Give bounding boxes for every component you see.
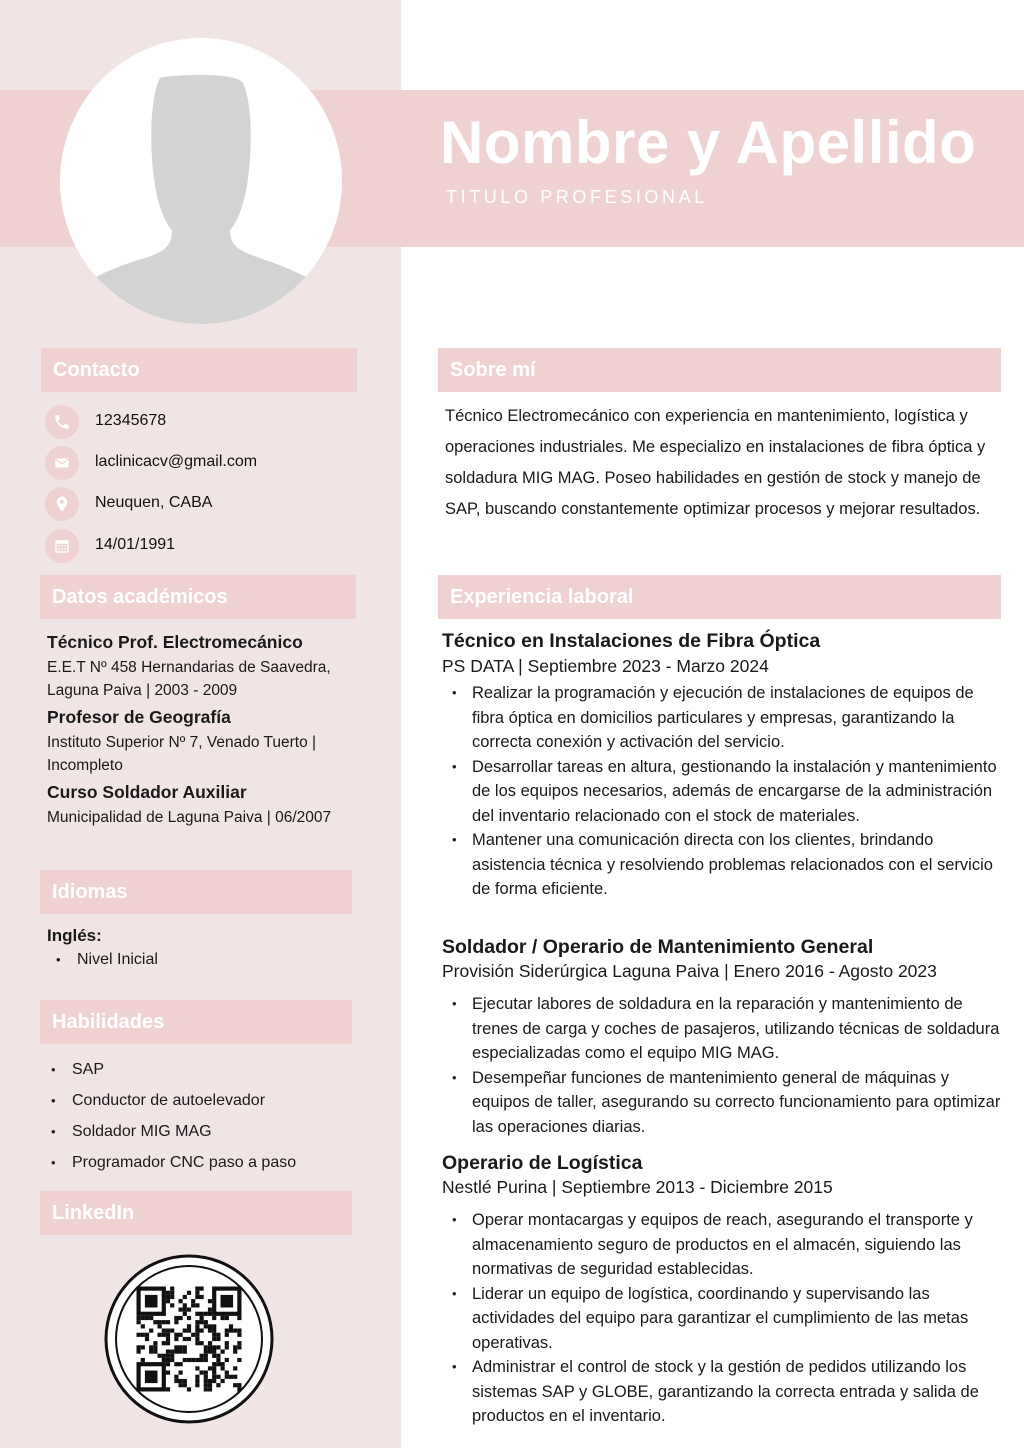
job-bullets [446, 681, 1002, 902]
education-detail: Municipalidad de Laguna Paiva | 06/2007 [47, 809, 332, 826]
section-linkedin-heading: LinkedIn [40, 1191, 352, 1235]
list-item: • Liderar un equipo de logística, coordinando y supervisando las actividades del equipo para garantizar el cumplimiento de las metas operativas. [446, 1282, 1002, 1356]
list-item: • Operar montacargas y equipos de reach, asegurando el transporte y almacenamiento seguro de productos en el almacén, siguiendo las normativas de seguridad establecidas. [446, 1208, 1002, 1282]
list-item: • Desempeñar funciones de mantenimiento general de máquinas y equipos de taller, asegurando su correcto funcionamiento para optimizar las operaciones diarias. [446, 1066, 1002, 1140]
list-item: • Ejecutar labores de soldadura en la reparación y mantenimiento de trenes de carga y coches de pasajeros, utilizando técnicas de soldadura especializadas como el equipo MIG MAG. [446, 992, 1002, 1066]
job-title: Soldador / Operario de Mantenimiento General [442, 936, 874, 958]
birthdate-value: 14/01/1991 [95, 536, 176, 553]
education-detail: E.E.T Nº 458 Hernandarias de Saavedra, Laguna Paiva | 2003 - 2009 [47, 659, 331, 699]
list-item: • Administrar el control de stock y la gestión de pedidos utilizando los sistemas SAP y GLOBE, garantizando la correcta entrada y salida de productos en el inventario. [446, 1355, 1002, 1429]
list-item: • Mantener una comunicación directa con los clientes, brindando asistencia técnica y resolviendo problemas relacionados con el servicio de forma eficiente. [446, 828, 1002, 902]
section-experiencia-heading: Experiencia laboral [438, 575, 1001, 619]
email-value[interactable]: laclinicacv@gmail.com [95, 453, 258, 470]
section-contacto-heading: Contacto [41, 348, 357, 392]
section-idiomas-heading: Idiomas [40, 870, 352, 914]
list-item: • SAP [42, 1054, 296, 1085]
job-title: Operario de Logística [442, 1152, 643, 1174]
contact-birthdate [45, 529, 365, 563]
list-item: • Soldador MIG MAG [42, 1116, 296, 1147]
job-title: Técnico en Instalaciones de Fibra Óptica [442, 630, 821, 652]
phone-icon [45, 405, 79, 439]
full-name: Nombre y Apellido [440, 109, 977, 176]
list-item: • Desarrollar tareas en altura, gestionando la instalación y mantenimiento de los equipos necesarios, además de encargarse de la administración del inventario relacionado con el stock de materiales. [446, 755, 1002, 829]
professional-title: TITULO PROFESIONAL [446, 187, 708, 207]
list-item: • Conductor de autoelevador [42, 1085, 296, 1116]
about-text: Técnico Electromecánico con experiencia en mantenimiento, logística y operaciones industriales. Me especializo en instalaciones de fibra óptica y soldadura MIG MAG. Poseo habilidades en gestión de stock y manejo de SAP, buscando constantemente optimizar procesos y mejorar resultados. [445, 407, 986, 518]
education-title: Curso Soldador Auxiliar [47, 782, 247, 802]
mail-icon [45, 446, 79, 480]
list-item: • Realizar la programación y ejecución de instalaciones de equipos de fibra óptica en domicilios particulares y empresas, garantizando la correcta conexión y activación del servicio. [446, 681, 1002, 755]
job-company: Provisión Siderúrgica Laguna Paiva | Enero 2016 - Agosto 2023 [442, 961, 937, 981]
qr-code-icon[interactable] [104, 1254, 274, 1424]
education-title: Profesor de Geografía [47, 707, 231, 727]
job-company: Nestlé Purina | Septiembre 2013 - Diciembre 2015 [442, 1177, 833, 1197]
job-bullets [446, 1208, 1002, 1429]
list-item: • Nivel Inicial [47, 949, 158, 971]
list-item: • Programador CNC paso a paso [42, 1147, 296, 1178]
person-silhouette-icon [60, 38, 342, 324]
section-habilidades-heading: Habilidades [40, 1000, 352, 1044]
section-sobre-mi-heading: Sobre mí [438, 348, 1001, 392]
contact-location [45, 487, 365, 521]
contact-email [45, 446, 365, 480]
education-detail: Instituto Superior Nº 7, Venado Tuerto | Incompleto [47, 734, 317, 774]
calendar-icon [45, 529, 79, 563]
skills-list [42, 1054, 296, 1178]
job-company: PS DATA | Septiembre 2023 - Marzo 2024 [442, 656, 769, 676]
job-bullets [446, 992, 1002, 1139]
language-label: Inglés: [47, 926, 102, 945]
language-levels [47, 949, 158, 971]
contact-phone [45, 405, 365, 439]
location-value: Neuquen, CABA [95, 494, 213, 511]
section-academicos-heading: Datos académicos [40, 575, 356, 619]
education-title: Técnico Prof. Electromecánico [47, 632, 303, 652]
avatar [60, 38, 342, 324]
location-pin-icon [45, 487, 79, 521]
phone-value: 12345678 [95, 412, 167, 429]
